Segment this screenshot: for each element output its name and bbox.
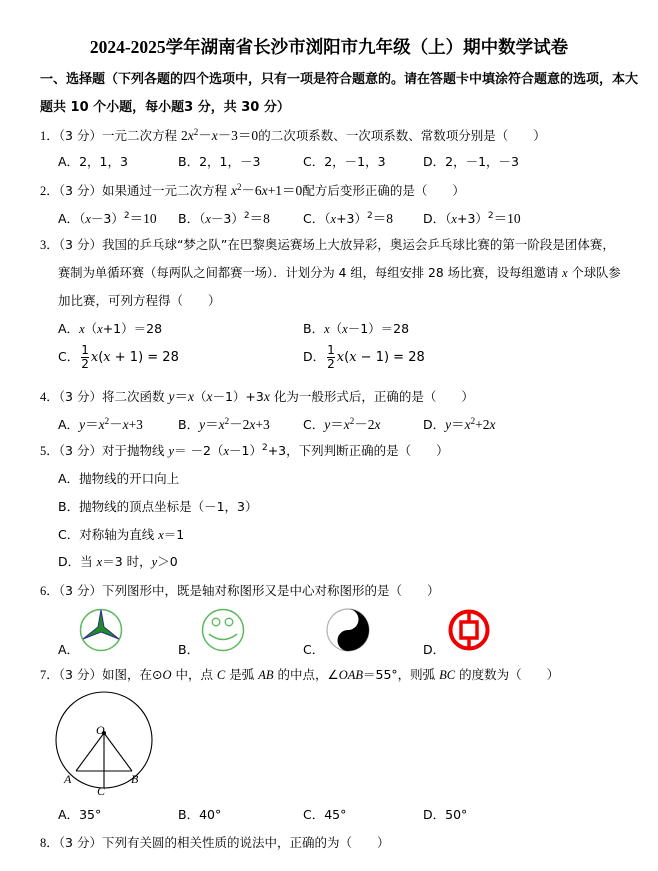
- q1-option-b[interactable]: [178, 152, 260, 170]
- yin-yang-icon[interactable]: [325, 607, 371, 653]
- face-outline: [203, 610, 244, 651]
- option-text: ＝3 时，: [102, 554, 152, 569]
- question-text: ＝ －2（: [174, 443, 224, 458]
- math-exponent: 2: [367, 211, 373, 221]
- math-var: x: [343, 417, 350, 432]
- math-var: O: [162, 668, 172, 682]
- math-var: x: [206, 389, 213, 404]
- question-text: －1）+3: [212, 389, 264, 404]
- math-term: ＝: [451, 417, 465, 432]
- question-text: 中，点: [171, 667, 217, 682]
- question-score: （3 分）: [58, 183, 102, 198]
- question-text: +3，下列判断正确的是（ ）: [267, 443, 449, 458]
- option-text: ＝1: [163, 527, 185, 542]
- section-heading-line1: 一、选择题（下列各题的四个选项中，只有一项是符合题意的。请在答题卡中填涂符合题意的选项，本大: [40, 72, 639, 87]
- math-term: ＝: [330, 417, 344, 432]
- math-var: x: [103, 350, 111, 365]
- math-var: x: [464, 417, 471, 432]
- math-exponent: 2: [243, 211, 250, 221]
- q1-option-a[interactable]: [58, 152, 128, 170]
- three-pointed-star-icon[interactable]: [78, 607, 124, 653]
- option-label: D．: [303, 349, 326, 364]
- q2-option-a[interactable]: [58, 207, 157, 227]
- question-score: （3 分）: [58, 583, 102, 598]
- math-exponent: 2: [193, 127, 199, 137]
- question-number: 4．: [40, 390, 59, 404]
- numerator: 1: [327, 343, 335, 357]
- math-term: +1＝0: [267, 183, 303, 198]
- option-label: D．: [423, 807, 446, 822]
- option-label: A．: [58, 321, 80, 336]
- question-8: [40, 833, 389, 851]
- section-heading-line2: 题共 10 个小题，每小题3 分，共 30 分）: [40, 100, 290, 115]
- question-text: 赛制为单循环赛（每两队之间都赛一场）．计划分为 4 组，每组安排 28 场比赛，设每组邀请: [58, 266, 563, 280]
- question-number: 3．: [40, 238, 59, 252]
- option-text: + 1) = 28: [110, 350, 179, 365]
- option-label: A．: [58, 154, 80, 169]
- math-term: +3: [128, 417, 143, 432]
- option-label: A．: [58, 211, 80, 226]
- math-var: y: [168, 389, 175, 404]
- option-label: D．: [423, 417, 446, 432]
- question-1: [40, 124, 546, 144]
- option-text: （: [324, 211, 331, 226]
- question-4: [40, 385, 474, 405]
- math-var: x: [230, 183, 237, 198]
- math-var: y: [199, 417, 206, 432]
- option-label: B．: [178, 211, 200, 226]
- page-title: 2024-2025学年湖南省长沙市浏阳市九年级（上）期中数学试卷: [89, 37, 569, 57]
- question-score: （3 分）: [58, 237, 102, 252]
- option-text: +1）＝28: [102, 321, 163, 336]
- math-var: x: [263, 389, 270, 404]
- denominator: 2: [81, 357, 89, 371]
- q5-option-c[interactable]: [58, 525, 184, 543]
- math-var: x: [122, 417, 129, 432]
- option-text: 2，－1，－3: [445, 154, 519, 169]
- math-var: x: [451, 212, 457, 226]
- math-var: x: [330, 212, 337, 226]
- option-text: +3）: [456, 211, 488, 226]
- label-a: A: [64, 772, 72, 786]
- option-label: A．: [58, 807, 80, 822]
- option-label: D．: [58, 554, 81, 569]
- math-exponent: 2: [224, 416, 230, 426]
- math-var: x: [336, 350, 345, 365]
- question-text: 个球队参: [567, 266, 621, 280]
- question-3-line2: [58, 263, 621, 281]
- question-text: ＝55°，则弧: [363, 667, 440, 682]
- option-label: A．: [58, 471, 80, 486]
- math-term: 2: [180, 128, 188, 143]
- fraction: [81, 344, 89, 371]
- math-var: AB: [258, 668, 274, 682]
- option-label: B．: [178, 807, 200, 822]
- question-number: 6．: [40, 584, 59, 598]
- option-label: C．: [303, 807, 325, 822]
- question-score: （3 分）: [58, 667, 102, 682]
- option-text: （: [329, 321, 343, 336]
- q4-option-a[interactable]: [58, 413, 143, 433]
- denominator: 2: [327, 357, 335, 371]
- math-var: x: [211, 128, 218, 143]
- math-exponent: 2: [236, 182, 242, 192]
- math-var: C: [216, 668, 226, 682]
- math-var: x: [349, 350, 357, 365]
- option-text: (: [98, 350, 104, 365]
- option-label: C．: [303, 211, 325, 226]
- math-exponent: 2: [261, 443, 268, 453]
- question-score: （3 分）: [58, 443, 102, 458]
- math-var: OAB: [338, 668, 363, 682]
- option-text: − 1) = 28: [356, 350, 425, 365]
- question-score: （3 分）: [58, 128, 102, 143]
- option-label: C．: [303, 154, 325, 169]
- q3-option-d[interactable]: [303, 344, 425, 371]
- option-text: ＝8: [372, 211, 393, 226]
- option-text: （: [199, 211, 206, 226]
- question-score: （3 分）: [58, 835, 102, 850]
- q3-option-c[interactable]: [58, 344, 179, 371]
- smile: [209, 634, 237, 640]
- option-text: （: [79, 211, 86, 226]
- question-text: 如图，在⊙: [101, 667, 163, 682]
- q5-option-b[interactable]: [58, 497, 258, 515]
- option-text: －3）: [210, 211, 244, 226]
- question-text: 的中点，∠: [273, 667, 339, 682]
- black-dot: [346, 638, 351, 643]
- option-text: 35°: [79, 807, 102, 822]
- math-exponent: 2: [487, 211, 494, 221]
- option-text: +3）: [336, 211, 367, 226]
- q7-option-a[interactable]: [58, 805, 101, 823]
- question-text: 如果通过一元二次方程: [101, 183, 231, 198]
- q6-option-d-label[interactable]: D．: [423, 642, 446, 657]
- option-text: 2，－1，3: [324, 154, 386, 169]
- smiley-face-icon[interactable]: [200, 607, 246, 653]
- question-number: 2．: [40, 184, 59, 198]
- question-text: 是弧: [225, 667, 259, 682]
- option-label: A．: [58, 417, 80, 432]
- option-text: ＝10: [493, 211, 521, 226]
- q5-option-d[interactable]: [58, 552, 178, 570]
- question-text: 一元二次方程: [101, 128, 181, 143]
- question-number: 5．: [40, 444, 59, 458]
- math-var: x: [489, 417, 496, 432]
- q6-option-a-label[interactable]: A．: [58, 642, 80, 657]
- option-text: 抛物线的顶点坐标是（－1，3）: [79, 499, 258, 514]
- q6-option-c-label[interactable]: C．: [303, 642, 325, 657]
- option-label: C．: [58, 527, 80, 542]
- option-text: 当: [80, 554, 97, 569]
- math-var: x: [205, 212, 211, 226]
- question-3: [40, 235, 615, 253]
- question-text: 化为一般形式后，正确的是（ ）: [269, 389, 474, 404]
- label-o: O: [96, 723, 105, 737]
- math-var: x: [158, 528, 164, 542]
- option-text: 对称轴为直线: [79, 527, 159, 542]
- math-term: －6: [241, 183, 262, 198]
- question-text: 的度数为（ ）: [455, 667, 560, 682]
- option-text: 40°: [199, 807, 222, 822]
- label-c: C: [97, 784, 106, 798]
- option-text: (: [344, 350, 350, 365]
- math-var: y: [168, 444, 174, 458]
- numerator: 1: [81, 343, 89, 357]
- bank-of-china-logo-icon[interactable]: [446, 607, 492, 653]
- math-var: BC: [439, 668, 456, 682]
- option-text: －3）: [90, 211, 124, 226]
- label-b: B: [131, 772, 139, 786]
- math-term: ＝: [174, 389, 188, 404]
- q2-option-b[interactable]: [178, 207, 270, 227]
- option-text: 抛物线的开口向上: [79, 471, 180, 486]
- question-text: 对于抛物线: [101, 443, 169, 458]
- option-label: B．: [58, 499, 80, 514]
- option-label: C．: [303, 417, 325, 432]
- math-var: y: [324, 417, 331, 432]
- math-term: +3: [255, 417, 270, 432]
- question-score: （3 分）: [58, 389, 102, 404]
- q4-option-d[interactable]: [423, 413, 496, 433]
- option-text: （: [84, 321, 98, 336]
- q5-option-a[interactable]: [58, 469, 179, 487]
- math-term: ＝: [85, 417, 99, 432]
- question-number: 7．: [40, 668, 59, 682]
- option-text: ＝10: [129, 211, 157, 226]
- math-var: x: [187, 389, 194, 404]
- math-var: x: [324, 322, 330, 336]
- option-label: B．: [178, 417, 200, 432]
- q4-option-b[interactable]: [178, 413, 270, 433]
- q2-option-c[interactable]: [303, 207, 393, 227]
- segment-ob: [104, 733, 132, 771]
- math-var: x: [249, 417, 256, 432]
- math-term: ＝: [205, 417, 219, 432]
- math-var: x: [98, 417, 105, 432]
- option-label: B．: [303, 321, 325, 336]
- option-label: D．: [423, 211, 446, 226]
- option-text: 50°: [445, 807, 468, 822]
- q7-option-b[interactable]: [178, 805, 221, 823]
- q7-option-d[interactable]: [423, 805, 467, 823]
- math-var: x: [374, 417, 381, 432]
- math-var: x: [90, 350, 99, 365]
- math-var: x: [562, 266, 568, 280]
- left-eye: [212, 618, 220, 626]
- q3-option-b[interactable]: [303, 319, 409, 337]
- question-number: 1．: [40, 129, 59, 143]
- q4-option-c[interactable]: [303, 413, 380, 433]
- q7-option-c[interactable]: [303, 805, 346, 823]
- math-var: x: [85, 212, 91, 226]
- question-text: 配方后变形正确的是（ ）: [302, 183, 465, 198]
- question-5: [40, 441, 449, 459]
- question-number: 8．: [40, 836, 59, 850]
- question-text: 下列有关圆的相关性质的说法中，正确的为（ ）: [101, 835, 390, 850]
- math-var: x: [223, 444, 229, 458]
- q2-option-d[interactable]: [423, 207, 521, 227]
- math-exponent: 2: [349, 416, 355, 426]
- q1-option-c[interactable]: [303, 152, 386, 170]
- math-var: x: [97, 322, 103, 336]
- math-term: －: [198, 128, 212, 143]
- math-exponent: 2: [104, 416, 110, 426]
- option-text: ＝8: [249, 211, 270, 226]
- option-label: B．: [178, 154, 200, 169]
- math-term: －2: [354, 417, 375, 432]
- math-exponent: 2: [470, 416, 476, 426]
- option-label: C．: [58, 349, 80, 364]
- math-var: x: [218, 417, 225, 432]
- math-var: x: [261, 183, 268, 198]
- question-text: 下列图形中，既是轴对称图形又是中心对称图形的是（ ）: [101, 583, 440, 598]
- option-text: 2，1，3: [79, 154, 128, 169]
- math-var: x: [342, 322, 348, 336]
- math-var: x: [79, 322, 85, 336]
- math-term: －3＝0: [217, 128, 259, 143]
- math-term: －: [109, 417, 123, 432]
- math-var: y: [79, 417, 86, 432]
- option-label: D．: [423, 154, 446, 169]
- question-7: [40, 665, 559, 683]
- option-text: 2，1，－3: [199, 154, 261, 169]
- option-text: 45°: [324, 807, 347, 822]
- math-var: x: [96, 555, 103, 569]
- question-text: （: [193, 389, 207, 404]
- question-2: [40, 179, 465, 199]
- question-text: 将二次函数: [101, 389, 169, 404]
- q1-option-d[interactable]: [423, 152, 519, 170]
- option-text: ＞0: [157, 554, 178, 569]
- option-text: －1）＝28: [347, 321, 410, 336]
- white-dot: [346, 617, 351, 622]
- fraction: [327, 344, 335, 371]
- math-var: y: [151, 555, 158, 569]
- logo-square: [461, 622, 477, 638]
- math-var: x: [187, 128, 194, 143]
- option-text: （: [445, 211, 452, 226]
- question-3-line3: 加比赛，可列方程得（ ）: [58, 293, 221, 308]
- q3-option-a[interactable]: [58, 319, 162, 337]
- question-text: 我国的乒乓球“梦之队”在巴黎奥运赛场上大放异彩，奥运会乒乓球比赛的第一阶段是团体赛，: [101, 237, 615, 252]
- math-term: +2: [475, 417, 490, 432]
- question-6: [40, 581, 439, 599]
- math-term: －2: [229, 417, 250, 432]
- question-text: －1）: [229, 443, 262, 458]
- math-var: y: [445, 417, 452, 432]
- segment-oa: [76, 733, 104, 771]
- right-eye: [225, 618, 233, 626]
- math-exponent: 2: [123, 211, 130, 221]
- question-text: 的二次项系数、一次项系数、常数项分别是（ ）: [258, 128, 546, 143]
- q6-option-b-label[interactable]: B．: [178, 642, 200, 657]
